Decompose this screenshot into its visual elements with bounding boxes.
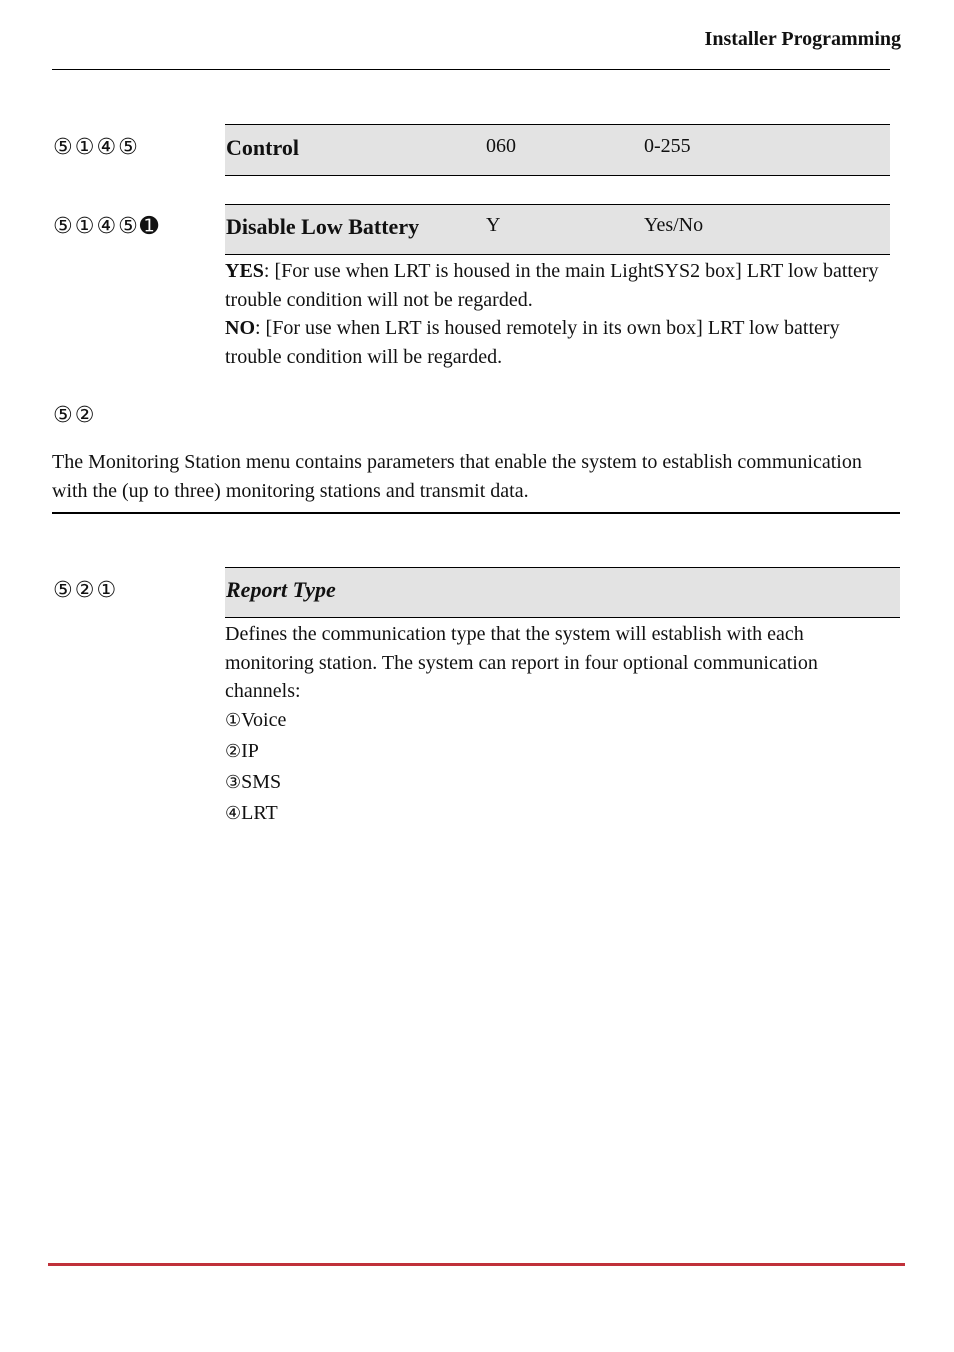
- yes-description: [225, 257, 893, 314]
- option-label: Voice: [241, 709, 287, 731]
- option-voice: [225, 705, 286, 736]
- param-title-report-type: Report Type: [226, 577, 336, 602]
- param-bar-control: [225, 124, 890, 176]
- footer-divider: [48, 1263, 905, 1266]
- section-divider: [52, 512, 900, 514]
- option-lrt: [225, 798, 286, 829]
- option-label: SMS: [241, 771, 282, 793]
- no-label: NO: [225, 317, 255, 339]
- option-label: LRT: [241, 802, 278, 824]
- param-description-disable-low-battery: [225, 257, 893, 371]
- param-title-control: Control: [226, 135, 299, 160]
- option-sms: [225, 767, 286, 798]
- report-type-options: [225, 705, 286, 829]
- no-description: [225, 314, 893, 371]
- key-sequence-disable-low-battery: [53, 214, 160, 239]
- key-filled-digit: ➊: [139, 214, 161, 239]
- no-text: : [For use when LRT is housed remotely in its own box] LRT low battery trouble condition will be regarded.: [225, 317, 840, 368]
- yes-text: : [For use when LRT is housed in the main LightSYS2 box] LRT low battery trouble condition will not be regarded.: [225, 260, 879, 311]
- param-title-disable-low-battery: Disable Low Battery: [226, 214, 420, 239]
- section-key-sequence: ⑤②: [53, 403, 97, 428]
- option-number: ①: [225, 710, 242, 731]
- option-label: IP: [241, 740, 259, 762]
- option-number: ②: [225, 741, 242, 762]
- key-sequence-control: ⑤①④⑤: [53, 135, 140, 160]
- param-range-disable-low-battery: Yes/No: [644, 214, 704, 236]
- key-sequence-report-type: ⑤②①: [53, 578, 119, 603]
- param-range-control: 0-255: [644, 135, 691, 157]
- param-default-disable-low-battery: Y: [486, 214, 501, 236]
- key-digits: ⑤①④⑤: [53, 214, 140, 239]
- param-description-report-type: Defines the communication type that the system will establish with each monitoring station. The system can report in four optional communication channels:: [225, 623, 818, 702]
- section-intro: The Monitoring Station menu contains parameters that enable the system to establish communication with the (up to three) monitoring stations and transmit data.: [52, 451, 862, 502]
- header-divider: [52, 69, 890, 70]
- option-ip: [225, 736, 286, 767]
- option-number: ④: [225, 803, 242, 824]
- yes-label: YES: [225, 260, 264, 282]
- option-number: ③: [225, 772, 242, 793]
- param-default-control: 060: [486, 135, 516, 157]
- page-header-title: Installer Programming: [704, 28, 901, 50]
